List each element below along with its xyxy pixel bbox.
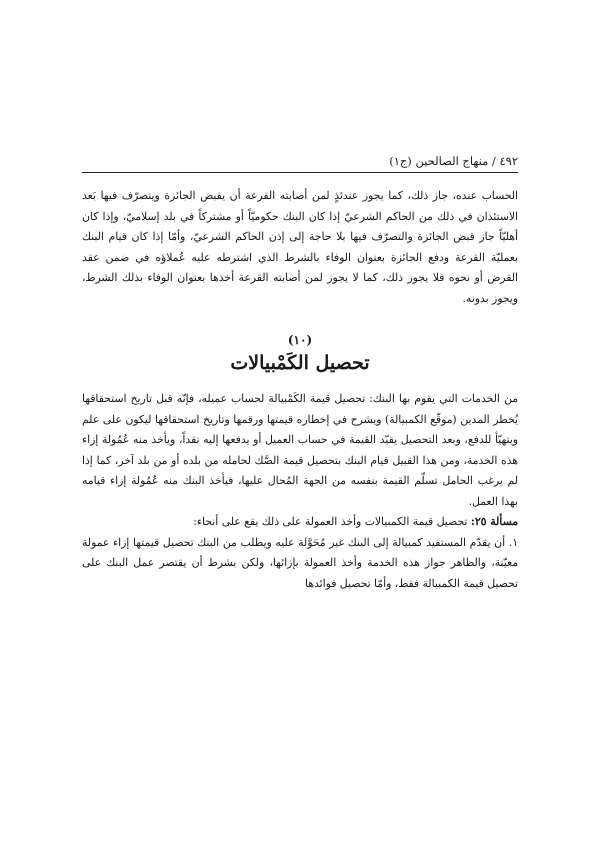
issue-text: تحصيل قيمة الكمبيالات وأخذ العمولة على ذلك يقع على أنحاء: xyxy=(193,515,471,528)
page-reference: ٤٩٢ / منهاج الصالحين (ج١) xyxy=(389,154,518,168)
paragraph-lottery-prize: الحساب عنده، جاز ذلك، كما يجوز عندئذٍ لمن أصابته القرعة أن يقبض الجائزة ويتصرّف فيها بَعد الاستئذان في ذلك من الحاكم الشرعيّ إذا كان البنك حكوميّاً أو مشتركاً في بلد إسلاميّ، وإذا كان أهليّاً جاز قبض الجائزة والتصرّف فيها بلا حاجة إلى إذن الحاكم الشرعيّ، وأمّا إذا كان قيام البنك بعمليّة القرعة ودفع الجائزة بعنوان الوفاء بالشرط الذي اشترطه عليه عُملاؤه في ضمن عقد القرض أو نحوه فلا يجوز ذلك، كما لا يجوز لمن أصابته القرعة أخذها بعنوان الوفاء بذلك الشرط، ويجوز بدونه. xyxy=(82,189,518,305)
issue-label: مسألة ٢٥: xyxy=(470,515,518,528)
paragraph-first-case: ١. أن يقدّم المستفيد كمبيالة إلى البنك غير مُحَوَّلة عليه ويطلب من البنك تحصيل قيمتها إزاء عمولة معيّنة، والظاهر جواز هذه الخدمة وأخذ العمولة بإزائها، ولكن بشرط أن يقتصر عمل البنك على تحصيل قيمة الكمبيالة فقط، وأمّا تحصيل فوائدها xyxy=(82,535,518,590)
paragraph-bill-collection: من الخدمات التي يقوم بها البنك: تحصيل قيمة الكَمْبيالة لحساب عميله، فإنّه قبل تاريخ استحقاقها يُخطر المدين (موقّع الكمبيالة) ويشرح في إخطاره قيمتها ورقمها وتاريخ استحقاقها ليكون على علم ويتهيّأ للدفع، وبعد التحصيل يقيّد القيمة في حساب العميل أو يدفعها إليه نقداً، ويأخذ منه عُمُولة إزاء هذه الخدمة، ومن هذا القبيل قيام البنك بتحصيل قيمة الصَّك لحامله من بلده أو من بلد آخر، كما إذا لم يرغب الحامل تسلّم القيمة بنفسه من الجهة المُحال عليها، فيأخذ البنك منه عُمُولة إزاء قيامه بهذا العمل. xyxy=(82,392,518,508)
section-number: (١٠) xyxy=(287,333,313,347)
section-title: تحصيل الكَمْبيالات xyxy=(230,352,370,374)
running-header xyxy=(82,152,518,173)
page-body xyxy=(82,186,518,594)
issue-paragraph xyxy=(82,512,518,533)
